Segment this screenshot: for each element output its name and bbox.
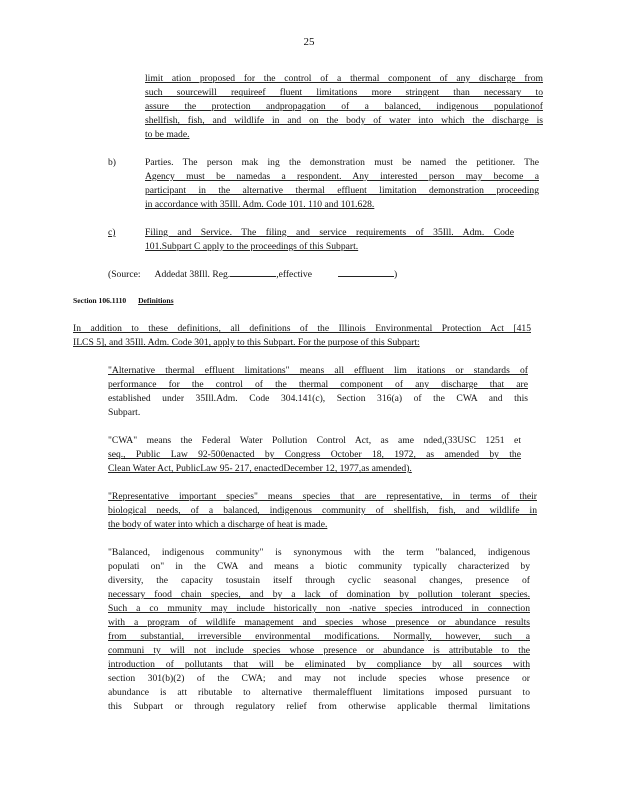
text-line: "Alternative thermal effluent limitations" means all effluent lim itations or standards of [108, 365, 528, 376]
definition-bic [108, 546, 530, 714]
section-title: Definitions [138, 296, 174, 305]
text-line: the body of water into which a discharge of heat is made. [108, 519, 328, 530]
text-line: performance for the control of the thermal component of any discharge that are [108, 379, 528, 390]
blank-register [230, 266, 276, 277]
text-line: biological needs, of a balanced, indigenous community of shellfish, fish, and wildlife in [108, 505, 537, 516]
text-line: from substantial, irreversible environmental modifications. Normally, however, such a [108, 631, 530, 642]
text-line: communi ty will not include species whose presence or abundance is attributable to the [108, 645, 530, 656]
text-line: participant in the alternative thermal effluent limitation demonstration proceeding [145, 185, 539, 196]
source-effective: ,effective [276, 269, 312, 280]
text-line: Parties. The person mak ing the demonstration must be named the petitioner. The [145, 157, 539, 168]
text-line: 101.Subpart C apply to the proceedings of this Subpart. [145, 241, 359, 252]
text-line: shellfish, fish, and wildlife in and on the body of water into which the discharge is [145, 115, 543, 126]
text-line: Agency must be namedas a respondent. Any interested person may become a [145, 171, 539, 182]
item-c-text [145, 226, 514, 254]
text-line: such sourcewill requireef fluent limitations more stringent than necessary to [145, 87, 543, 98]
text-line: "Balanced, indigenous community" is synonymous with the term "balanced, indigenous [108, 547, 530, 558]
text-line: Such a co mmunity may include historically non -native species introduced in connection [108, 603, 530, 614]
definition-cwa [108, 434, 521, 476]
text-line: populati on" in the CWA and means a biotic community typically characterized by [108, 561, 530, 572]
text-line: limit ation proposed for the control of a thermal component of any discharge from [145, 73, 543, 84]
text-line: Filing and Service. The filing and service requirements of 35Ill. Adm. Code [145, 227, 514, 238]
text-line: this Subpart or through regulatory relief from otherwise applicable thermal limitations [108, 701, 530, 712]
text-line: Subpart. [108, 407, 141, 418]
page-number: 25 [303, 36, 315, 48]
text-line: necessary food chain species, and by a lack of domination by pollution tolerant species. [108, 589, 530, 600]
text-line: in accordance with 35Ill. Adm. Code 101. 110 and 101.628. [145, 199, 375, 210]
blank-effective-date [338, 266, 394, 277]
section-heading [73, 296, 174, 305]
item-c-label: c) [108, 227, 116, 238]
source-note [108, 266, 428, 280]
text-line: abundance is att ributable to alternative thermaleffluent limitations imposed pursuant to [108, 687, 530, 698]
text-line: ILCS 5], and 35Ill. Adm. Code 301, apply to this Subpart. For the purpose of this Subpart: [73, 337, 420, 348]
text-line: to be made. [145, 129, 190, 140]
text-line: "CWA" means the Federal Water Pollution Control Act, as ame nded,(33USC 1251 et [108, 435, 521, 446]
text-line: In addition to these definitions, all definitions of the Illinois Environmental Protection Act [415 [73, 323, 531, 334]
source-prefix: (Source: [108, 269, 141, 280]
text-line: section 301(b)(2) of the CWA; and may not include species whose presence or [108, 673, 530, 684]
definitions-intro [73, 322, 531, 350]
section-number: Section 106.1110 [73, 296, 127, 305]
text-line: introduction of pollutants that will be eliminated by compliance by all sources with [108, 659, 530, 670]
text-line: diversity, the capacity tosustain itself through cyclic seasonal changes, presence of [108, 575, 530, 586]
item-b-text [145, 156, 539, 212]
source-close: ) [393, 269, 398, 280]
definition-ris [108, 490, 537, 532]
text-line: assure the protection andpropagation of a balanced, indigenous populationof [145, 101, 543, 112]
source-added: Addedat 38Ill. Reg. [154, 269, 231, 280]
definition-atel [108, 364, 528, 420]
intro-continuation [145, 72, 543, 142]
text-line: "Representative important species" means species that are representative, in terms of their [108, 491, 537, 502]
text-line: established under 35Ill.Adm. Code 304.141(c), Section 316(a) of the CWA and this [108, 393, 528, 404]
text-line: with a program of wildlife management and species whose presence or abundance results [108, 617, 530, 628]
text-line: seq., Public Law 92-500enacted by Congress October 18, 1972, as amended by the [108, 449, 521, 460]
text-line: Clean Water Act, PublicLaw 95- 217, enactedDecember 12, 1977,as amended). [108, 463, 412, 474]
item-b-label: b) [108, 157, 116, 168]
